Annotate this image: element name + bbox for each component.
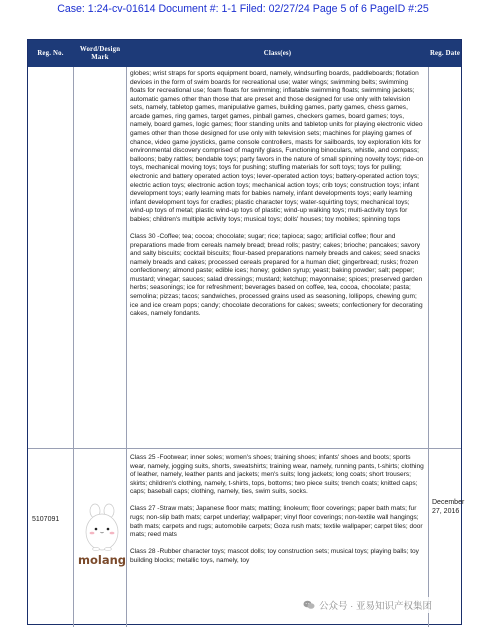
class30-label: Class 30 -	[130, 233, 160, 240]
reg-no-header-label: Reg. No.	[37, 49, 64, 57]
row2-reg-no: 5107091	[32, 516, 60, 523]
row-divider	[28, 448, 461, 449]
row1-class28-continued-text: globes; wrist straps for sports equipment board, namely, windsurfing boards, paddleboards; flotation devices in the form of swim boards for recreational use; water wings; swimming belts; swimming floats for recreational use; foam floats for swimming; inflatable swimming floats; swimming jackets; automatic games other than those that are preset and those designed for use only with television sets, namely, tabletop games, manipulative games, building games, party games, chess games, arcade games, ring games, target games, pinball games, checkers games, board games; toys, namely, board games, logic games; floor standing units and tabletop units for playing electronic video games other than those designed for use only with television sets; machines for playing games of chance, video game joysticks, game console controllers, masts for sailboards, toy exploration kits for environmental discovery comprised of magnify glass, Functioning binoculars, whistle, and compass; balloons; baby rattles; bendable toys; party favors in the nature of small spinning novelty toys; ride-on toys, mechanical moving toys; toys for pushing; stuffing materials for soft toys; toys for pulling; electronic and battery operated action toys; lever-operated action toys; battery-operated action toys; electric action toys; electronic action toys; mechanical action toys; crib toys; construction toys; infant development toys; early learning mats for babies namely, infant developments toys; early learning infant development toys for cradles; plastic character toys; water-squirting toys; mechanical toys; wind-up toys of metal; plastic wind-up toys of plastic; wind-up walking toys; multi-activity toys for babies; children's multiple activity toys; musical toys; dolls' houses; toy mobiles; spinning tops	[130, 70, 424, 223]
reg-date-header-label: Reg. Date	[429, 49, 461, 57]
class25-text: Footwear; inner soles; women's shoes; training shoes; infants' shoes and boots; sports wear, namely, jogging suits, shorts, sweatshirts; training wear, namely, running pants, t-shirts; clothing of leather, namely, leather pants and jackets; men's suits; long jackets; long coats; short trousers; skirts; children's clothing, namely, t-shirts, tops, bottoms; two piece suits; trench coats; knitted caps; caps; baseball caps; clothing, namely, ties, swim suits, socks.	[130, 454, 424, 496]
case-header-line: Case: 1:24-cv-01614 Document #: 1-1 Filed: 02/27/24 Page 5 of 6 PageID #:25	[57, 3, 429, 15]
class27-text: Straw mats; Japanese floor mats; matting; linoleum; floor coverings; paper bath mats; fur rugs; non-slip bath mats; carpet underlay; wallpaper; vinyl floor coverings; non-textile wall hangings; bath mats; carpets and rugs; automobile carpets; Goza rush mats; textile wallpaper; carpet tiles; door mats; reed mats	[130, 505, 423, 539]
registration-table	[27, 39, 465, 625]
row2-class27-paragraph	[130, 505, 424, 539]
classes-header-label: Class(es)	[263, 49, 292, 57]
molang-wordmark: molang	[77, 553, 127, 567]
class28-text: Rubber character toys; mascot dolls; toy construction sets; musical toys; playing balls; toy building blocks; metallic toys, namely, toy	[130, 548, 419, 564]
row2-reg-date: December 27, 2016	[432, 499, 465, 515]
column-divider	[428, 67, 429, 627]
table-header-row	[28, 40, 461, 67]
watermark-text: 公众号 · 亚易知识产权集团	[319, 601, 432, 612]
row2-class25-paragraph	[130, 454, 424, 497]
column-divider	[126, 67, 127, 627]
row1-classes-cell	[130, 70, 424, 319]
wechat-icon	[303, 600, 315, 610]
row2-classes-cell	[130, 454, 424, 566]
column-header-reg-date	[429, 40, 461, 67]
column-header-reg-no	[28, 40, 73, 67]
mark-label: Mark	[91, 53, 109, 61]
word-design-label: Word/Design	[79, 46, 121, 53]
row2-class28-paragraph	[130, 548, 424, 565]
column-header-word-design-mark	[74, 40, 126, 67]
class27-label: Class 27 -	[130, 505, 160, 513]
class28-label: Class 28 -	[130, 548, 160, 556]
word-design-mark-header-label	[80, 46, 120, 61]
class25-label: Class 25 -	[130, 454, 160, 461]
molang-design-mark	[77, 502, 127, 570]
row1-class30-paragraph	[130, 233, 424, 319]
class30-text: Coffee; tea; cocoa; chocolate; sugar; rice; tapioca; sago; artificial coffee; flour and preparations made from cereals namely bread; bread rolls; pastry; cakes; brioche; pancakes; savory and salty biscuits; cocktail biscuits; flour-based preparations namely breads and cakes; seed snacks namely breads and cakes; processed cereals prepared for a human diet; gingerbread; rusks; frozen confectionery; almond paste; edible ices; honey; golden syrup; yeast; baking powder; salt; pepper; mustard; vinegar; sauces; salad dressings; mustard; ketchup; mayonnaise; spices; preserved garden herbs; seasonings; ice for refreshment; beverages based on coffee, tea, cocoa, chocolate; pasta; semolina; pizzas; tacos; sandwiches, processed grains used as seasoning, lollipops, chewing gum; ice and ice cream pops; candy; chocolate decorations for cakes; sweets; confectionery for decorating cakes, namely fondants.	[130, 233, 423, 318]
column-divider	[73, 67, 74, 627]
column-header-classes	[127, 40, 428, 67]
watermark	[300, 597, 435, 613]
